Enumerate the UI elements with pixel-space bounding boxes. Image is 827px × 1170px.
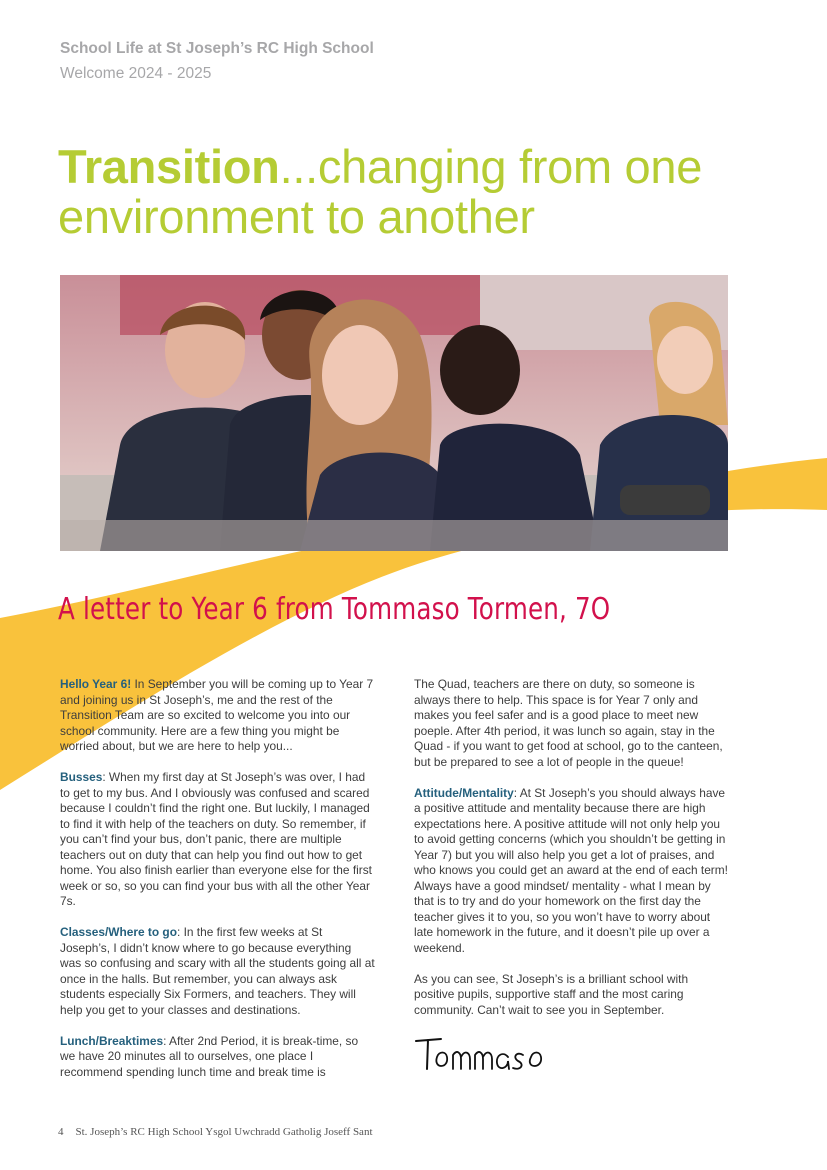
footer-school-text: St. Joseph’s RC High School Ysgol Uwchradd Gatholig Joseff Sant: [75, 1126, 373, 1138]
paragraph-text: : At St Joseph’s you should always have a positive attitude and mentality because there are high expectations here. A positive attitude will not only help you to avoid getting concerns (which you shouldn’t be getting in Year 7) but you will also help you get a lot of praises, and who knows you could get an award at the end of each term! Always have a good mindset/ mentality - what I mean by that is to try and do your homework on the first day the teacher gives it to you, so you won’t have to worry about late homework in the future, and it doesn’t pile up over a weekend.: [414, 785, 728, 955]
paragraph-label: Attitude/Mentality: [414, 785, 514, 800]
paragraph-text: : After 2nd Period, it is break-time, so we have 20 minutes all to ourselves, one place I recommend spending lunch time and break time is: [60, 1033, 359, 1079]
paragraph-lunch: [60, 1034, 375, 1081]
paragraph-classes: [60, 925, 375, 1018]
paragraph-text: : In the first few weeks at St Joseph’s, I didn’t know where to go because everything was so confusing and scary with all the students going all at once in the halls. But remember, you can always ask students especially Six Formers, and teachers. They will help you get to your classes and destinations.: [60, 925, 375, 1017]
right-column: [414, 677, 729, 1034]
letter-heading: A letter to Year 6 from Tommaso Tormen, 7O: [58, 592, 611, 627]
title-rest: ...changing from one environment to another: [58, 140, 703, 243]
paragraph-text: In September you will be coming up to Year 7 and joining us in St Joseph’s, me and the rest of the Transition Team are so excited to welcome you into our school community. Here are a few thing you might be worried about, but we are here to help you...: [60, 677, 374, 753]
paragraph-label: Hello Year 6!: [60, 677, 132, 691]
paragraph-label: Classes/Where to go: [60, 925, 177, 939]
page-number: 4: [58, 1126, 64, 1138]
header-school-name: School Life at St Joseph’s RC High School: [60, 40, 374, 57]
paragraph-busses: [60, 770, 375, 910]
footer: [58, 1126, 373, 1138]
title-bold: Transition: [58, 140, 280, 193]
classroom-photo: [60, 275, 728, 551]
paragraph-quad: [414, 677, 729, 770]
header-welcome-year: Welcome 2024 - 2025: [60, 65, 212, 82]
paragraph-text: : When my first day at St Joseph’s was over, I had to get to my bus. And I obviously was confused and scared because I couldn’t find the right one. But luckily, I managed to find it with help of the teachers on duty. So remember, if you can’t find your bus, don’t panic, there are multiple teachers out on duty that can help you find out how to get home. You also finish earlier than everyone else for the first week or so, so you can find your bus with all the other Year 7s.: [60, 770, 372, 908]
paragraph-hello: [60, 677, 375, 755]
paragraph-closing: [414, 972, 729, 1019]
paragraph-attitude: [414, 786, 729, 957]
paragraph-text: The Quad, teachers are there on duty, so someone is always there to help. This space is for Year 7 only and makes you feel safer and is a good place to meet new poeple. After 4th period, it was lunch so again, stay in the Quad - if you want to get food at school, go to the canteen, but be prepared to see a lot of people in the queue!: [414, 677, 723, 769]
paragraph-text: As you can see, St Joseph’s is a brilliant school with positive pupils, supportive staff and the most caring community. Can’t wait to see you in September.: [414, 971, 689, 1017]
left-column: [60, 677, 375, 1096]
paragraph-label: Lunch/Breaktimes: [60, 1033, 164, 1048]
paragraph-label: Busses: [60, 770, 103, 784]
signature-tommaso: [413, 1033, 563, 1075]
page-title: [58, 142, 798, 242]
